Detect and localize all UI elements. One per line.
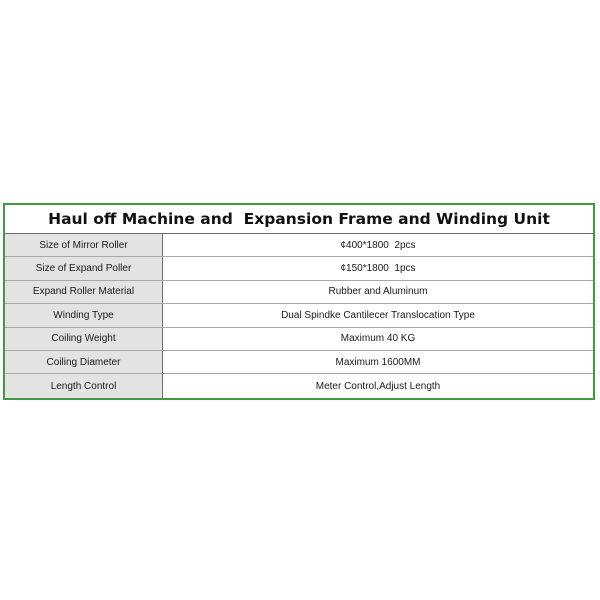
table-row (5, 304, 593, 327)
row-label: Length Control (5, 374, 163, 397)
row-label: Coiling Diameter (5, 351, 163, 373)
row-label: Expand Roller Material (5, 281, 163, 303)
table-row (5, 328, 593, 351)
table-row (5, 281, 593, 304)
row-label: Size of Expand Poller (5, 257, 163, 279)
row-value: Maximum 40 KG (340, 333, 416, 345)
row-label: Coiling Weight (5, 328, 163, 350)
table-title: Haul off Machine and Expansion Frame and Winding Unit (5, 205, 593, 234)
row-value: Dual Spindke Cantilecer Translocation Type (281, 309, 475, 321)
table-row (5, 374, 593, 397)
row-value: Maximum 1600MM (335, 356, 421, 368)
table-row (5, 351, 593, 374)
row-value: Rubber and Aluminum (328, 286, 428, 298)
row-label: Size of Mirror Roller (5, 234, 163, 256)
row-value: ¢150*1800 1pcs (340, 263, 416, 275)
spec-table (3, 203, 595, 400)
table-row (5, 257, 593, 280)
row-value: ¢400*1800 2pcs (340, 239, 416, 251)
table-row (5, 234, 593, 257)
row-value: Meter Control,Adjust Length (315, 380, 441, 392)
row-label: Winding Type (5, 304, 163, 326)
